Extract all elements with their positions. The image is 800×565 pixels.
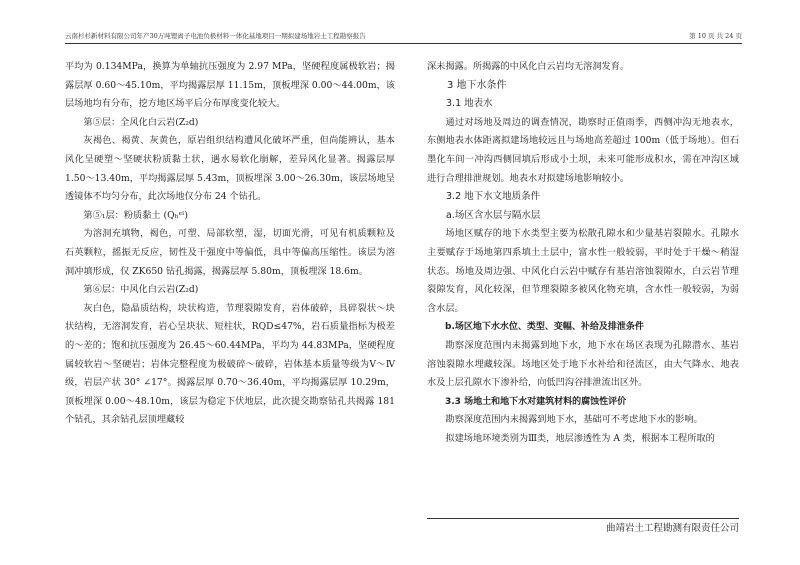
subsection-heading: 3.1 地表水 [446, 98, 493, 110]
paragraph: 灰白色，隐晶质结构，块状构造，节理裂隙发育，岩体破碎，具碎裂状～块状结构，无溶洞发育，岩心呈块状、短柱状，RQD≤47%，岩石质量指标为极差的～差的；饱和抗压强度为 26.45～60.44MPa，平均为 44.83MPa，坚硬程度属较软岩～坚硬岩；岩体完整程度为极破碎～破碎，岩体基本质量等级为Ⅴ～Ⅳ级，岩层产状 30° ∠17°。揭露层厚 0.70～36.40m，平均揭露层厚 10.29m，顶板埋深 0.00～48.10m，该层为稳定下伏地层，此次提交勘察钻孔共揭露 181 个钻孔，其余钻孔层顶埋藏较 [65, 302, 395, 426]
report-title: 云南杉杉新材料有限公司年产30万吨锂离子电池负极材料一体化基地项目一期拟建场地岩土工程勘察报告 [65, 32, 366, 40]
layer-heading: 第⑤₁层：粉质黏土 (Qₕᵉˡ) [83, 209, 188, 221]
subsection-heading: a.场区含水层与隔水层 [446, 209, 541, 221]
paragraph: 勘察深度范围内未揭露到地下水，基础可不考虑地下水的影响。 [445, 414, 703, 426]
paragraph: 拟建场地环境类别为Ⅲ类，地层渗透性为 A 类，根据本工程所取的 [445, 432, 715, 444]
right-column [427, 58, 739, 448]
subsection-heading: 3.3 场地土和地下水对建筑材料的腐蚀性评价 [445, 396, 627, 407]
layer-heading: 第⑤层：全风化白云岩(Z₂d) [83, 116, 199, 128]
paragraph: 场地区赋存的地下水类型主要为松散孔隙水和少量基岩裂隙水。孔隙水主要赋存于场地第四系填土土层中，富水性一般较弱，平时处于干燥～稍湿状态。场地及周边强、中风化白云岩中赋存有基岩溶蚀裂隙水，白云岩节理裂隙发育，风化较深，但节理裂隙多被风化物充填，含水性一般较弱，为弱含水层。 [427, 228, 739, 314]
left-column [65, 58, 395, 430]
paragraph: 深未揭露。所揭露的中风化白云岩均无溶洞发育。 [427, 61, 630, 72]
paragraph: 灰褐色、褐黄、灰黄色，原岩组织结构遭风化破坏严重，但尚能辨认，基本风化呈硬塑～坚硬状粉质黏土状，遇水易软化崩解，差异风化显著。揭露层厚 1.50～13.40m，平均揭露层厚 5.43m，顶板埋深 3.00～26.30m，该层场地呈透镜体不均匀分布，此次场地仅分布 24 个钻孔。 [65, 135, 395, 203]
subsection-heading: b.场区地下水水位、类型、变幅、补给及排泄条件 [445, 322, 644, 333]
subsection-heading: 3.2 地下水文地质条件 [446, 191, 541, 203]
page-header [65, 29, 742, 44]
company-name: 曲靖岩土工程勘测有限责任公司 [605, 523, 739, 534]
page-number: 第 10 页 共 24 页 [689, 32, 742, 40]
paragraph: 为溶洞充填物，褐色，可塑、局部软塑，湿，切面光滑，可见有机质颗粒及石英颗粒，摇振无反应，韧性及干强度中等偏低，具中等偏高压缩性。该层为溶洞冲填形成，仅 ZK650 钻孔揭露，揭露层厚 5.80m，顶板埋深 18.6m。 [65, 228, 395, 277]
paragraph: 平均为 0.134MPa，换算为单轴抗压强度为 2.97 MPa，坚硬程度属极软岩；揭露层厚 0.60～45.10m，平均揭露层厚 11.15m，顶板埋深 0.00～44.00m，该层场地均有分布，挖方地区场平后分布厚度变化较大。 [65, 61, 395, 110]
layer-heading: 第⑥层：中风化白云岩(Z₂d) [83, 284, 199, 296]
paragraph: 通过对场地及周边的调查情况，勘察时正值雨季，西侧冲沟无地表水，东侧地表水体距离拟建场地较远且与场地高差超过 100m（低于场地）。但石墨化车间一冲沟西侧回填后形成小土坝，未来可能形成积水，需在冲沟区域进行合理排泄规划。地表水对拟建场地影响较小。 [427, 116, 739, 184]
paragraph: 勘察深度范围内未揭露到地下水，地下水在场区表现为孔隙潜水、基岩溶蚀裂隙水埋藏较深。场地区处于地下水补给和径流区，由大气降水、地表水及上层孔隙水下渗补给，向低凹沟谷排泄流出区外。 [427, 339, 739, 389]
page-footer [427, 518, 739, 533]
section-heading: 3 地下水条件 [447, 79, 507, 91]
